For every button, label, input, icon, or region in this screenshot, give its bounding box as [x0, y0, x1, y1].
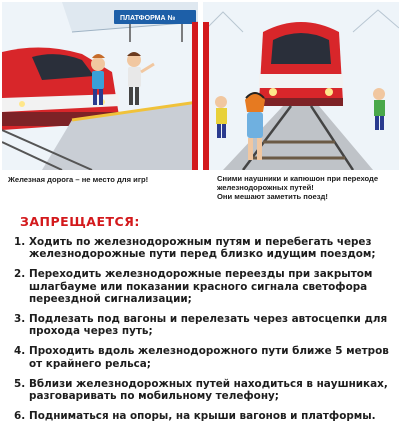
caption-right-line-3: Они мешают заметить поезд!	[217, 192, 328, 201]
caption-left: Железная дорога – не место для игр!	[8, 175, 149, 184]
rule-text: Подниматься на опоры, на крыши вагонов и платформы.	[29, 410, 376, 423]
rule-item	[14, 378, 394, 402]
rule-number: 1.	[14, 236, 26, 248]
rule-item	[14, 313, 394, 337]
rule-item	[14, 268, 394, 305]
illustration-platform-play	[2, 2, 198, 170]
caption-right-line-1: Сними наушники и капюшон при переходе	[217, 174, 379, 183]
rule-text: Подлезать под вагоны и перелезать через автосцепки для прохода через путь;	[29, 313, 388, 338]
rules-list	[14, 236, 394, 430]
rule-number: 4.	[14, 345, 26, 358]
rule-number: 2.	[14, 268, 26, 281]
caption-right	[217, 174, 397, 201]
rule-text: Ходить по железнодорожным путям и перебегать через железнодорожные пути перед близко идущим поездом;	[29, 236, 376, 261]
rule-number: 6.	[14, 410, 26, 423]
section-title: ЗАПРЕЩАЕТСЯ:	[20, 214, 140, 229]
train-front	[259, 22, 343, 106]
caption-right-line-2: железнодорожных путей!	[217, 183, 314, 192]
platform-sign-text: ПЛАТФОРМА №	[120, 15, 176, 22]
rule-number: 5.	[14, 377, 26, 390]
rule-text: Вблизи железнодорожных путей находиться в наушниках, разговаривать по мобильному телефону;	[29, 377, 388, 403]
rule-text: Проходить вдоль железнодорожного пути ближе 5 метров от крайнего рельса;	[29, 345, 389, 370]
rule-text: Переходить железнодорожные переезды при закрытом шлагбауме или показании красного сигнала светофора переездной сигнализации;	[29, 268, 373, 305]
illustration-tracks-headphones	[203, 2, 399, 170]
rule-item	[14, 345, 394, 369]
rule-number: 3.	[14, 313, 26, 326]
rule-item	[14, 410, 394, 422]
rule-item	[14, 236, 394, 260]
